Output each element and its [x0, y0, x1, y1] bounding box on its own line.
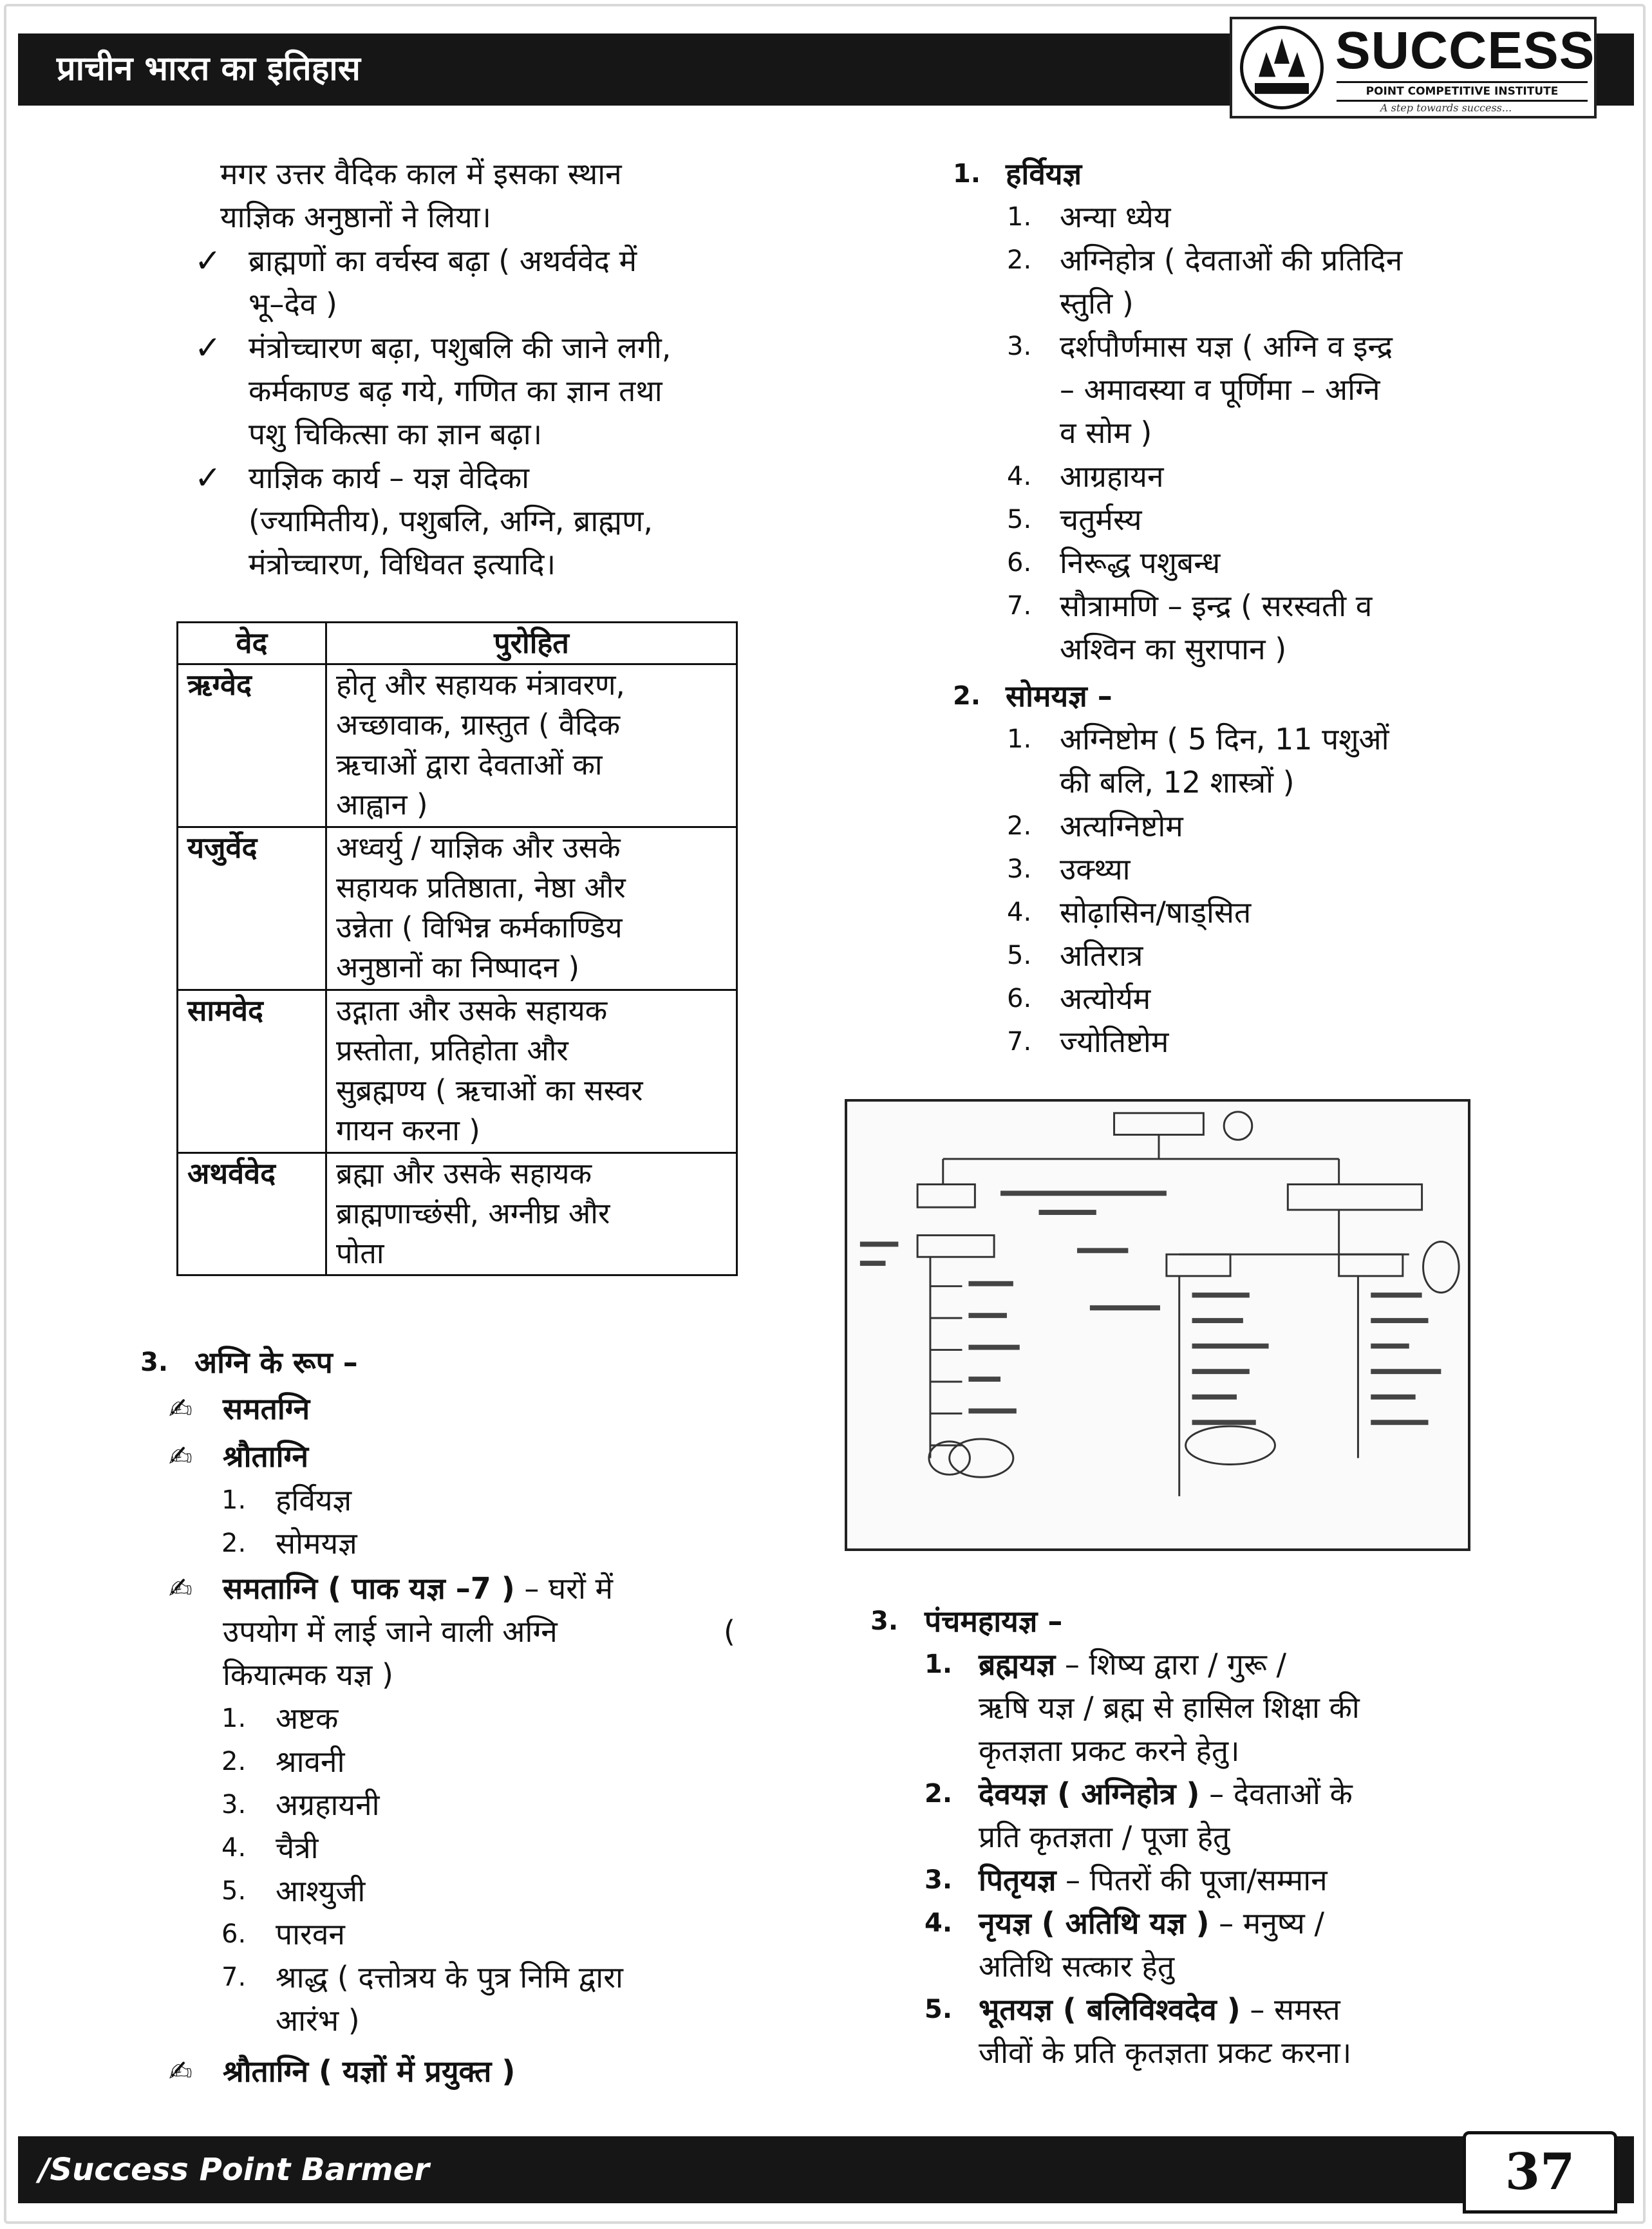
item-number: 4. [1007, 898, 1032, 927]
list-item: सोढ़ासिन/षाड्सित [1060, 895, 1252, 930]
list-item: श्राद्ध ( दत्तोत्रय के पुत्र निमि द्वारा [276, 1960, 623, 1995]
list-item: अग्रहायनी [276, 1787, 380, 1822]
item-head: देवयज्ञ ( अग्निहोत्र ) [979, 1776, 1200, 1811]
list-item: अष्टक [276, 1701, 339, 1736]
item-number: 1. [1007, 724, 1032, 754]
section-number: 1. [953, 159, 981, 189]
item-number: 7. [1007, 1027, 1032, 1057]
institute-logo [1230, 17, 1597, 118]
item-number: 3. [1007, 854, 1032, 884]
table-header: वेद [178, 623, 326, 664]
table-header-row [178, 623, 737, 664]
logo-tagline: A step towards success... [1380, 102, 1512, 114]
check-item-line: भू–देव ) [249, 287, 337, 321]
section-number: 2. [953, 681, 981, 711]
checkmark-icon: ✓ [194, 242, 221, 279]
section-number: 3. [870, 1606, 899, 1636]
item-number: 5. [221, 1876, 247, 1906]
item-number: 1. [221, 1485, 247, 1515]
list-item [979, 1902, 1324, 1945]
list-item: अन्या ध्येय [1060, 200, 1171, 234]
list-item: की बलि, 12 शास्त्रों ) [1060, 765, 1295, 800]
list-item: अत्योर्यम [1060, 981, 1151, 1016]
list-item [979, 1988, 1340, 2031]
list-item: कृतज्ञता प्रकट करने हेतु। [979, 1733, 1240, 1768]
list-item: ऋषि यज्ञ / ब्रह्म से हासिल शिक्षा की [979, 1690, 1360, 1725]
section-number: 3. [140, 1348, 169, 1377]
priest-desc: अध्वर्यु / याज्ञिक और उसके सहायक प्रतिष्ठाता, नेष्ठा और उन्नेता ( विभिन्न कर्मकाण्डिय अनुष्ठानों का निष्पादन ) [326, 827, 737, 990]
footer-brand: /Success Point Barmer [39, 2152, 429, 2188]
item-head: नृयज्ञ ( अतिथि यज्ञ ) [979, 1906, 1210, 1941]
list-item: अग्निष्टोम ( 5 दिन, 11 पशुओं [1060, 722, 1389, 757]
item-number: 4. [1007, 462, 1032, 491]
list-item: आग्रहायन [1060, 459, 1164, 494]
check-item-line: ब्राह्मणों का वर्चस्व बढ़ा ( अथर्ववेद में [249, 243, 637, 278]
table-row [178, 990, 737, 1153]
item-head: पितृयज्ञ [979, 1863, 1056, 1897]
list-item: निरूद्ध पशुबन्ध [1060, 545, 1221, 580]
pen-icon: ✍ [169, 2055, 192, 2088]
intro-line: याज्ञिक अनुष्ठानों ने लिया। [220, 200, 491, 234]
bullet-item [223, 1567, 613, 1610]
item-number: 1. [221, 1704, 247, 1733]
bullet-item: समतग्नि [223, 1391, 310, 1426]
list-item [979, 1773, 1353, 1816]
list-item: श्रावनी [276, 1744, 345, 1779]
logo-name: SUCCESS [1335, 21, 1595, 80]
item-number: 2. [925, 1779, 953, 1809]
list-item: आरंभ ) [276, 2003, 360, 2038]
list-item: अत्यग्निष्टोम [1060, 809, 1183, 843]
checkmark-icon: ✓ [194, 329, 221, 366]
item-number: 4. [221, 1833, 247, 1863]
list-item: व सोम ) [1060, 415, 1152, 450]
bullet-rest: – घरों में [514, 1571, 614, 1606]
list-item: अतिथि सत्कार हेतु [979, 1949, 1175, 1984]
check-item-line: मंत्रोच्चारण बढ़ा, पशुबलि की जाने लगी, [249, 330, 671, 365]
check-item-line: (ज्यामितीय), पशुबलि, अग्नि, ब्राह्मण, [249, 503, 653, 538]
check-item-line: मंत्रोच्चारण, विधिवत इत्यादि। [249, 547, 556, 581]
priest-desc: उद्गाता और उसके सहायक प्रस्तोता, प्रतिहोता और सुब्रह्मण्य ( ऋचाओं का सस्वर गायन करना ) [326, 990, 737, 1153]
veda-name: ऋग्वेद [178, 664, 326, 827]
table-row [178, 664, 737, 827]
diagram-sketch [847, 1102, 1468, 1548]
bullet-item: श्रौताग्नि [223, 1439, 308, 1474]
section-title: पंचमहायज्ञ – [925, 1604, 1063, 1639]
intro-line: मगर उत्तर वैदिक काल में इसका स्थान [220, 156, 622, 191]
logo-emblem-icon [1240, 26, 1324, 109]
section-title: अग्नि के रूप – [194, 1345, 358, 1380]
priest-desc: ब्रह्मा और उसके सहायक ब्राह्मणाच्छंसी, अग्नीघ्र और पोता [326, 1153, 737, 1275]
pen-icon: ✍ [169, 1440, 192, 1473]
list-item: सोमयज्ञ [276, 1526, 357, 1561]
item-number: 2. [1007, 245, 1032, 275]
item-head: भूतयज्ञ ( बलिविश्वदेव ) [979, 1992, 1241, 2027]
item-number: 5. [1007, 505, 1032, 534]
check-item-line: याज्ञिक कार्य – यज्ञ वेदिका [249, 460, 530, 495]
veda-name: सामवेद [178, 990, 326, 1153]
list-item: सौत्रामणि – इन्द्र ( सरस्वती व [1060, 588, 1373, 623]
section-title: हर्वियज्ञ [1006, 156, 1082, 191]
check-item-line: पशु चिकित्सा का ज्ञान बढ़ा। [249, 417, 543, 451]
logo-subtitle: POINT COMPETITIVE INSTITUTE [1337, 81, 1588, 102]
list-item: अतिरात्र [1060, 938, 1143, 973]
table-row [178, 827, 737, 990]
table-header: पुरोहित [326, 623, 737, 664]
veda-priest-table [176, 621, 738, 1276]
list-item: उक्थ्या [1060, 852, 1131, 887]
list-item [979, 1859, 1328, 1902]
item-number: 5. [1007, 941, 1032, 970]
list-item [979, 1643, 1286, 1686]
page-number: 37 [1463, 2131, 1617, 2214]
item-number: 5. [925, 1995, 953, 2024]
list-item: चैत्री [276, 1830, 319, 1865]
list-item: स्तुति ) [1060, 286, 1134, 321]
item-rest: – मनुष्य / [1209, 1906, 1324, 1941]
item-number: 3. [1007, 332, 1032, 361]
list-item: अश्विन का सुरापान ) [1060, 632, 1287, 666]
item-number: 2. [221, 1747, 247, 1776]
list-item: पारवन [276, 1917, 345, 1952]
item-number: 6. [1007, 548, 1032, 578]
list-item: जीवों के प्रति कृतज्ञता प्रकट करना। [979, 2035, 1352, 2070]
item-rest: – देवताओं के [1199, 1776, 1353, 1811]
checkmark-icon: ✓ [194, 459, 221, 496]
item-number: 1. [1007, 202, 1032, 232]
item-number: 6. [1007, 984, 1032, 1013]
page-title: प्राचीन भारत का इतिहास [57, 50, 361, 88]
list-item: ज्योतिष्टोम [1060, 1024, 1169, 1059]
item-number: 3. [221, 1790, 247, 1820]
item-number: 7. [221, 1962, 247, 1992]
item-number: 7. [1007, 591, 1032, 621]
item-rest: – शिष्य द्वारा / गुरू / [1055, 1647, 1286, 1682]
item-number: 3. [925, 1865, 953, 1895]
pen-icon: ✍ [169, 1572, 192, 1605]
list-item: आश्युजी [276, 1874, 366, 1908]
item-number: 2. [1007, 811, 1032, 841]
item-number: 2. [221, 1528, 247, 1558]
list-item: – अमावस्या व पूर्णिमा – अग्नि [1060, 372, 1380, 407]
pen-icon: ✍ [169, 1393, 192, 1425]
item-rest: – पितरों की पूजा/सम्मान [1056, 1863, 1328, 1897]
bullet-line: कियात्मक यज्ञ ) [223, 1657, 393, 1692]
item-head: ब्रह्मयज्ञ [979, 1647, 1056, 1682]
item-rest: – समस्त [1240, 1992, 1340, 2027]
item-number: 1. [925, 1650, 953, 1679]
table-row [178, 1153, 737, 1275]
list-item: दर्शपौर्णमास यज्ञ ( अग्नि व इन्द्र [1060, 329, 1393, 364]
bullet-head: समताग्नि ( पाक यज्ञ –7 ) [223, 1571, 515, 1606]
stray-paren: ( [724, 1614, 735, 1649]
check-item-line: कर्मकाण्ड बढ़ गये, गणित का ज्ञान तथा [249, 373, 662, 408]
handwritten-agni-diagram [845, 1099, 1470, 1551]
list-item: हर्वियज्ञ [276, 1483, 352, 1518]
item-number: 4. [925, 1908, 953, 1938]
priest-desc: होतृ और सहायक मंत्रावरण, अच्छावाक, ग्रास्तुत ( वैदिक ऋचाओं द्वारा देवताओं का आह्वान ) [326, 664, 737, 827]
bullet-line: उपयोग में लाई जाने वाली अग्नि [223, 1614, 558, 1649]
list-item: प्रति कृतज्ञता / पूजा हेतु [979, 1820, 1230, 1854]
bullet-item: श्रौताग्नि ( यज्ञों में प्रयुक्त ) [223, 2054, 516, 2089]
list-item: चतुर्मस्य [1060, 502, 1142, 537]
veda-name: यजुर्वेद [178, 827, 326, 990]
item-number: 6. [221, 1919, 247, 1949]
section-title: सोमयज्ञ – [1006, 679, 1112, 713]
veda-name: अथर्ववेद [178, 1153, 326, 1275]
list-item: अग्निहोत्र ( देवताओं की प्रतिदिन [1060, 243, 1403, 277]
